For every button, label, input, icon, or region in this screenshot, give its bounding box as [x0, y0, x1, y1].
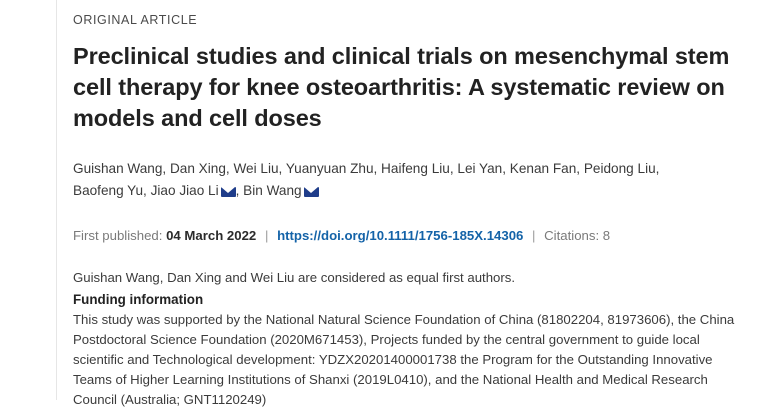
- citations-count: Citations: 8: [544, 228, 611, 243]
- article-header-panel: [73, 0, 773, 407]
- equal-contribution-note: Guishan Wang, Dan Xing and Wei Liu are considered as equal first authors.: [73, 270, 516, 285]
- info-separator: |: [532, 228, 536, 243]
- doi-link[interactable]: https://doi.org/10.1111/1756-185X.14306: [277, 228, 524, 243]
- article-type-label: ORIGINAL ARTICLE: [73, 13, 198, 27]
- author-line-2-second: , Bin Wang: [235, 183, 302, 198]
- first-published-label: First published:: [73, 228, 163, 243]
- first-published-date: 04 March 2022: [166, 228, 257, 243]
- author-line-1: Guishan Wang, Dan Xing, Wei Liu, Yuanyuan Zhu, Haifeng Liu, Lei Yan, Kenan Fan, Peidong Liu,: [73, 161, 660, 176]
- author-line-2-first: Baofeng Yu, Jiao Jiao Li: [73, 183, 219, 198]
- left-margin-rule: [0, 0, 57, 400]
- corresponding-author-email-icon[interactable]: [304, 187, 319, 197]
- publication-info: [73, 226, 773, 246]
- funding-information-body: This study was supported by the National Natural Science Foundation of China (81802204, 81973606), the China Postdoctoral Science Foundation (2020M671453), Projects funded by the central government to guide local scientific and Technological development: YDZX20201400001738 the Program for the Outstanding Innovative Teams of Higher Learning Institutions of Shanxi (2019L0410), and the National Health and Medical Research Council (Australia; GNT1120249): [73, 312, 735, 407]
- info-separator: |: [264, 228, 269, 243]
- corresponding-author-email-icon[interactable]: [221, 187, 236, 197]
- page-title: Preclinical studies and clinical trials on mesenchymal stem cell therapy for knee osteoarthritis: A systematic review on models and cell doses: [73, 43, 730, 131]
- author-list: [73, 158, 713, 202]
- funding-information-heading: Funding information: [73, 292, 204, 307]
